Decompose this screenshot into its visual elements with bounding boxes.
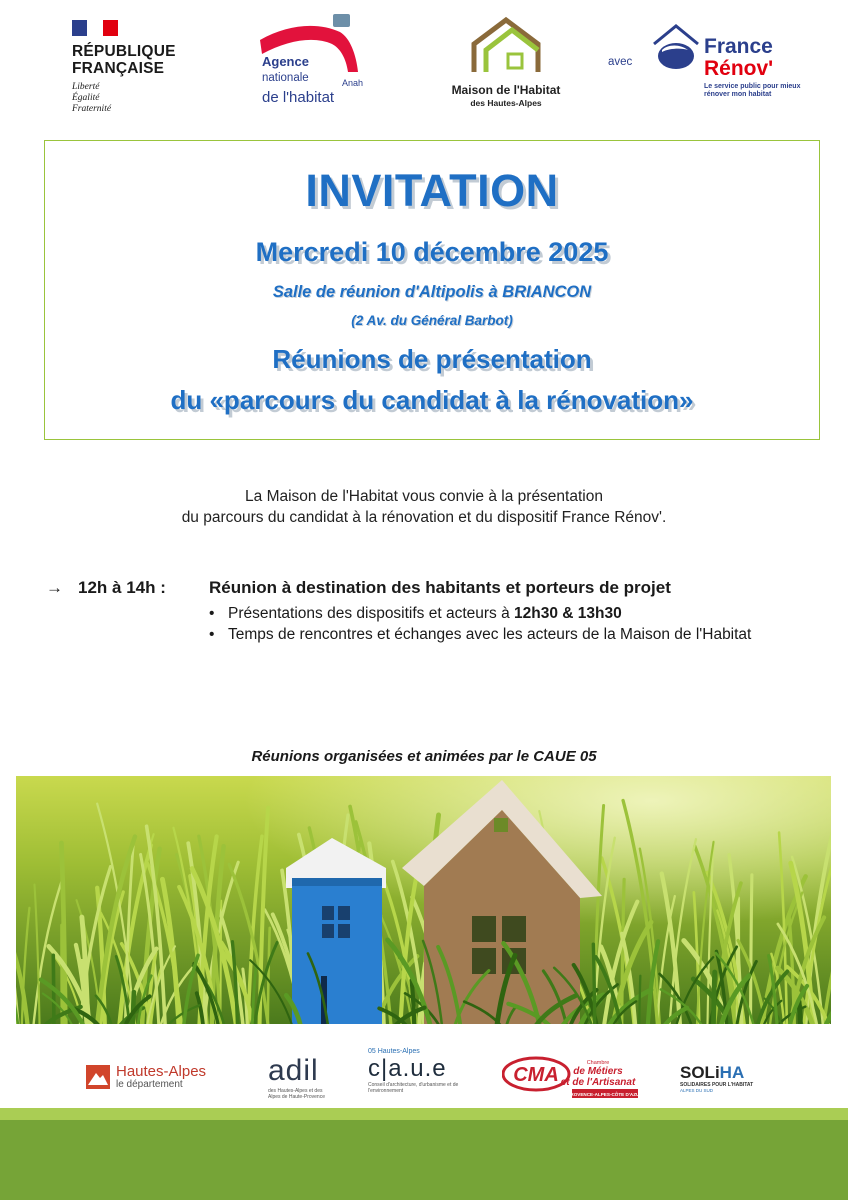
maison-line1: Maison de l'Habitat [451, 83, 561, 97]
caue-word: c|a.u.e [368, 1055, 447, 1082]
hautes-alpes-name: Hautes-Alpes [116, 1063, 207, 1080]
soliha-logo [680, 1064, 753, 1094]
hautes-alpes-sub: le département [116, 1079, 183, 1090]
hautes-alpes-logo [86, 1064, 206, 1090]
anah-line2: nationale [262, 72, 309, 84]
caue-sub: Conseil d'architecture, d'urbanisme et de l'environnement [368, 1082, 459, 1094]
schedule-time: 12h à 14h : [78, 578, 166, 597]
intro-line-2: du parcours du candidat à la rénovation et du dispositif France Rénov'. [181, 509, 667, 526]
mountain-icon [86, 1065, 110, 1089]
cma-logo [502, 1056, 642, 1105]
intro-paragraph [0, 486, 848, 528]
footer-band-dark [0, 1120, 848, 1200]
list-item-text: Temps de rencontres et échanges avec les acteurs de la Maison de l'Habitat [228, 626, 752, 643]
invitation-subtitle-1: Réunions de présentation [272, 344, 592, 374]
grass-blade [799, 1002, 800, 1024]
cma-line1: Chambre [586, 1060, 610, 1066]
grass-blade [412, 980, 415, 1024]
invitation-subtitle-2: du «parcours du candidat à la rénovation» [170, 385, 694, 415]
house-logo-icon [464, 14, 548, 76]
cma-region: PROVENCE-ALPES-CÔTE D'AZUR [567, 1092, 642, 1097]
cma-icon [502, 1056, 642, 1100]
schedule-row [46, 578, 836, 598]
cma-line2: de Métiers [573, 1066, 623, 1077]
grass-blade [639, 976, 640, 1024]
soliha-sub: SOLIDAIRES POUR L'HABITAT [680, 1082, 754, 1088]
grass-blade [133, 992, 134, 1024]
fr-tagline: Le service public pour mieux rénover mon habitat [704, 83, 801, 98]
adil-word: adil [268, 1054, 319, 1087]
invitation-box [44, 140, 820, 440]
adil-logo [268, 1056, 334, 1100]
cma-letters: CMA [513, 1064, 559, 1086]
list-item [209, 624, 836, 645]
france-renov-house-icon [650, 22, 702, 72]
maison-habitat-logo [444, 14, 568, 108]
invitation-address: (2 Av. du Général Barbot) [351, 313, 513, 328]
anah-acronym: Anah [342, 78, 364, 88]
fr-line2: Rénov' [704, 57, 774, 80]
republique-francaise-logo [72, 20, 192, 115]
schedule-list [209, 603, 836, 645]
rf-line2: FRANÇAISE [72, 60, 165, 77]
houses-in-grass-photo [16, 776, 831, 1024]
list-item-text: Présentations des dispositifs et acteurs à [228, 605, 515, 622]
maison-line2: des Hautes-Alpes [470, 98, 542, 108]
anah-line1: Agence [262, 54, 309, 69]
footer-band-light [0, 1108, 848, 1120]
organizer-note: Réunions organisées et animées par le CAUE 05 [251, 748, 597, 765]
rf-motto-3: Fraternité [72, 104, 112, 114]
list-item-bold: 12h30 & 13h30 [514, 605, 622, 622]
soliha-word-b: HA [719, 1063, 745, 1082]
photo-illustration [16, 776, 831, 1024]
anah-logo [258, 14, 366, 110]
list-item [209, 603, 836, 624]
rf-motto-2: Égalité [72, 93, 100, 103]
partner-logos [0, 1044, 848, 1108]
fr-line1: France [704, 35, 773, 58]
invitation-title: INVITATION [305, 165, 559, 216]
soliha-word-a: SOLi [680, 1063, 720, 1082]
invitation-place: Salle de réunion d'Altipolis à BRIANCON [272, 283, 592, 301]
anah-line3: de l'habitat [262, 89, 335, 106]
caue-top: 05 Hautes-Alpes [368, 1048, 420, 1055]
soliha-sub2: ALPES DU SUD [680, 1088, 714, 1093]
adil-sub: des Hautes-Alpes et des Alpes de Haute-Provence [268, 1088, 325, 1100]
grass-blade [713, 972, 714, 1024]
intro-line-1: La Maison de l'Habitat vous convie à la présentation [245, 488, 603, 505]
france-renov-logo [608, 22, 808, 102]
blue-house-icon [286, 838, 386, 1024]
french-flag-icon [72, 20, 118, 36]
arrow-right-icon: → [46, 578, 63, 597]
rf-line1: RÉPUBLIQUE [72, 43, 176, 60]
avec-label: avec [608, 56, 633, 68]
grass-blade [593, 944, 594, 1024]
grass-blade [751, 875, 752, 1024]
invitation-date: Mercredi 10 décembre 2025 [255, 237, 609, 267]
schedule-section [46, 578, 836, 645]
schedule-heading: Réunion à destination des habitants et porteurs de projet [209, 578, 671, 597]
cma-line3: et de l'Artisanat [560, 1077, 636, 1088]
caue-logo [368, 1048, 478, 1094]
rf-motto-1: Liberté [72, 82, 100, 92]
